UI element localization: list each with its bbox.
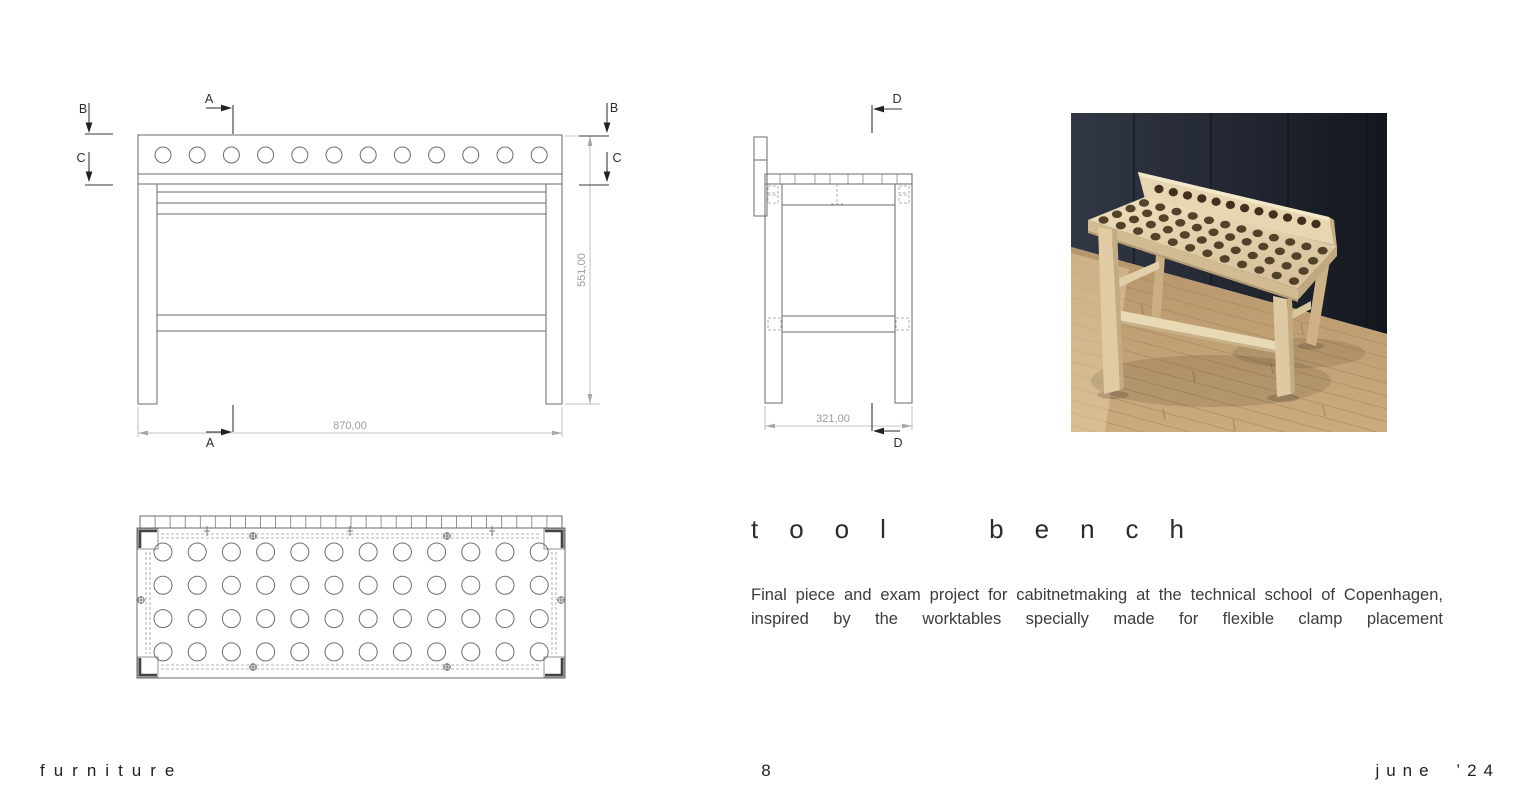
section-label-b-right: B — [609, 101, 619, 115]
project-description: Final piece and exam project for cabitnetmaking at the technical school of Copenhagen, inspired by the worktables specially made for flexible clamp placement — [751, 586, 1443, 628]
footer-section-label: furniture — [40, 761, 184, 780]
side-view-outline — [754, 137, 912, 403]
project-title: tool bench — [751, 514, 1215, 544]
section-label-b-left: B — [78, 102, 88, 116]
top-view-outline — [137, 516, 565, 678]
section-label-c-right: C — [612, 151, 622, 165]
front-width-dimension: 870,00 — [333, 420, 367, 432]
section-label-a-bottom: A — [205, 436, 215, 450]
front-view-outline — [138, 135, 562, 404]
side-view-hidden-details — [768, 184, 909, 330]
top-view-screw-symbols — [137, 526, 565, 671]
section-label-d-bottom: D — [893, 436, 903, 450]
bench-photo — [1071, 113, 1387, 432]
footer-date: june ’24 — [1375, 761, 1500, 780]
section-label-c-left: C — [76, 151, 86, 165]
front-height-dimension: 551,00 — [576, 253, 588, 287]
side-depth-dimension: 321,00 — [816, 413, 850, 425]
footer-page-number: 8 — [761, 761, 771, 780]
top-strip-ticks — [155, 516, 547, 528]
top-view-holes — [154, 543, 548, 661]
front-top-holes — [155, 147, 547, 163]
side-view-section-markers — [872, 92, 903, 450]
side-seat-ticks — [780, 174, 897, 184]
side-view-dimensions — [765, 406, 912, 430]
section-label-a-top: A — [204, 92, 214, 106]
top-view-corner-joints — [138, 529, 564, 677]
front-view-drawing — [60, 85, 640, 460]
side-view-drawing — [730, 85, 940, 460]
front-view-dimensions — [138, 136, 600, 437]
section-label-d-top: D — [892, 92, 902, 106]
top-view-drawing — [125, 500, 580, 695]
front-view-section-markers — [76, 92, 621, 450]
top-view-hidden-lines — [146, 534, 556, 669]
